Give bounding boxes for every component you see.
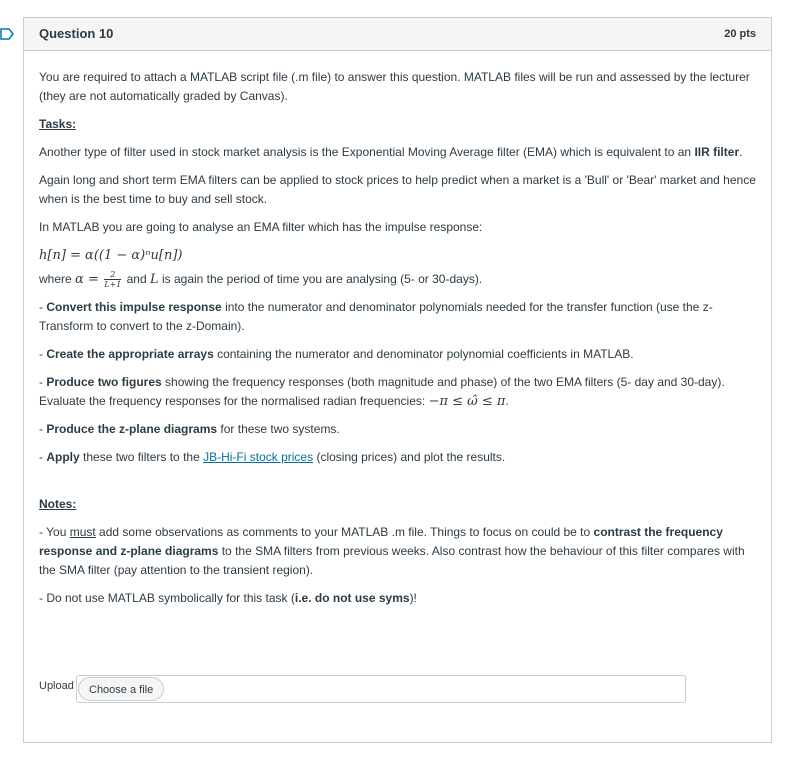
intro-text: You are required to attach a MATLAB script file (.m file) to answer this question. MATLAB files will be run and assessed by the lecturer (they are not automatically graded by Canvas). [39, 70, 750, 103]
bullet-zplane: - Produce the z-plane diagrams for these two systems. [39, 422, 340, 437]
upload-row [39, 675, 739, 705]
bullet-apply: - Apply these two filters to the JB-Hi-Fi stock prices (closing prices) and plot the results. [39, 450, 506, 465]
question-card [23, 17, 772, 743]
note-observations: - You must add some observations as comments to your MATLAB .m file. Things to focus on could be to contrast the frequency response and z-plane diagrams to the SMA filters from previous weeks. Also contrast how the behaviour of this filter compares with the SMA filter (pay attention to the transient region). [39, 525, 745, 578]
bullet-figures: - Produce two figures showing the frequency responses (both magnitude and phase) of the two EMA filters (5- day and 30-day). Evaluate the frequency responses for the normalised radian frequencies: −π ≤ ω̂ ≤ π. [39, 375, 725, 410]
question-body [39, 68, 759, 617]
upload-label: Upload [39, 680, 74, 692]
question-header [24, 18, 771, 51]
file-upload-field[interactable] [76, 675, 686, 703]
choose-file-button[interactable]: Choose a file [78, 677, 164, 701]
tasks-heading: Tasks: [39, 117, 77, 131]
note-syms: - Do not use MATLAB symbolically for this task (i.e. do not use syms)! [39, 591, 417, 606]
bookmark-flag-icon[interactable] [0, 27, 14, 41]
para-bull-bear: Again long and short term EMA filters can be applied to stock prices to help predict when a market is a 'Bull' or 'Bear' market and hence when is the best time to buy and sell stock. [39, 173, 756, 206]
question-points: 20 pts [724, 28, 756, 40]
para-impulse: In MATLAB you are going to analyse an EMA filter which has the impulse response: [39, 220, 483, 234]
notes-heading: Notes: [39, 497, 77, 512]
bullet-arrays: - Create the appropriate arrays containing the numerator and denominator polynomial coefficients in MATLAB. [39, 347, 634, 362]
alpha-definition: where α = $\frac{2}{L+1}$ and L is again the period of time you are analysing (5- or 30-days). [39, 270, 483, 290]
stock-prices-link[interactable]: JB-Hi-Fi stock prices [203, 450, 314, 465]
impulse-equation: h[n] = α((1 − α)ⁿu[n]) [39, 248, 183, 263]
para-ema: Another type of filter used in stock market analysis is the Exponential Moving Average filter (EMA) which is equivalent to an IIR filter. [39, 145, 743, 159]
bullet-convert: - Convert this impulse response into the numerator and denominator polynomials needed for the transfer function (use the z-Transform to convert to the z-Domain). [39, 300, 713, 334]
question-title: Question 10 [39, 26, 114, 41]
